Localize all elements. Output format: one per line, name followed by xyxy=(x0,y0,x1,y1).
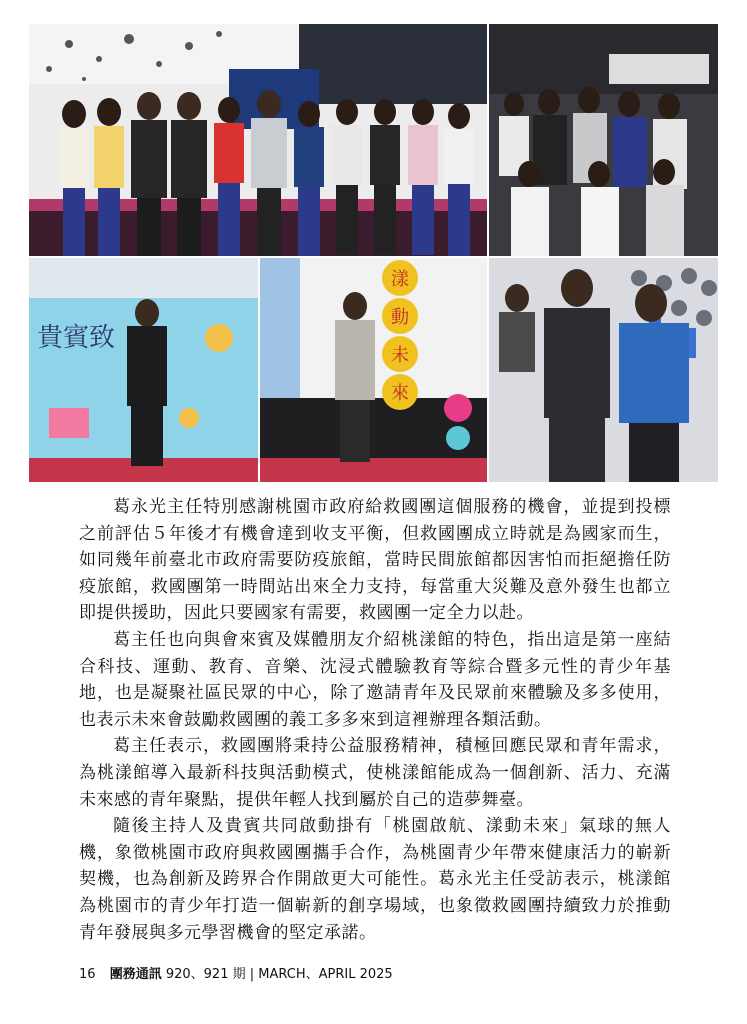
photo-speaker-podium xyxy=(29,258,258,482)
seated-guests-icon xyxy=(489,258,718,482)
balloon-char: 漾 xyxy=(391,269,409,290)
photo-group-on-stage xyxy=(29,24,487,256)
balloon-char: 動 xyxy=(391,307,409,328)
article-body xyxy=(79,494,671,946)
speaker-balloons-icon xyxy=(260,258,487,482)
photo-group-thumbs-up xyxy=(489,24,718,256)
issue-date: MARCH、APRIL 2025 xyxy=(258,967,393,982)
article-paragraph: 葛永光主任特別感謝桃園市政府給救國團這個服務的機會，並提到投標之前評估５年後才有機會達到收支平衡，但救國團成立時就是為國家而生，如同幾年前臺北市政府需要防疫旅館，當時民間旅館都因害怕而拒絕擔任防疫旅館，救國團第一時間站出來全力支持，每當重大災難及意外發生也都立即提供援助，因此只要國家有需要，救國團一定全力以赴。 xyxy=(79,497,671,624)
footer-separator: | xyxy=(249,967,255,982)
article-paragraph: 葛主任也向與會來賓及媒體朋友介紹桃漾館的特色，指出這是第一座結合科技、運動、教育、音樂、沈浸式體驗教育等綜合暨多元性的青少年基地，也是凝聚社區民眾的中心，除了邀請青年及民眾前來體驗及多多使用，也表示未來會鼓勵救國團的義工多多來到這裡辦理各類活動。 xyxy=(79,629,671,730)
group-photo-stage-icon xyxy=(29,24,487,256)
article-paragraph: 隨後主持人及貴賓共同啟動掛有「桃園啟航、漾動未來」氣球的無人機，象徵桃園市政府與救國團攜手合作，為桃園青少年帶來健康活力的嶄新契機，也為創新及跨界合作開啟更大可能性。葛永光主任受訪表示，桃漾館為桃園市的青少年打造一個嶄新的創享場域，也象徵救國團持續致力於推動青年發展與多元學習機會的堅定承諾。 xyxy=(79,816,671,943)
speaker-podium-icon xyxy=(29,258,258,482)
page-footer xyxy=(79,963,393,982)
balloon-char: 來 xyxy=(391,383,409,404)
balloon-char: 未 xyxy=(391,345,409,366)
photo-speaker-balloons xyxy=(260,258,487,482)
photo-seated-guests xyxy=(489,258,718,482)
banner-text: 貴賓致 xyxy=(37,323,116,353)
group-photo-thumbs-up-icon xyxy=(489,24,718,256)
article-paragraph: 葛主任表示，救國團將秉持公益服務精神，積極回應民眾和青年需求，為桃漾館導入最新科技與活動模式，使桃漾館能成為一個創新、活力、充滿未來感的青年聚點，提供年輕人找到屬於自己的造夢舞臺。 xyxy=(79,736,671,810)
issue-number: 920、921 期 xyxy=(165,967,246,982)
magazine-title: 團務通訊 xyxy=(109,967,162,982)
page-number: 16 xyxy=(79,967,96,982)
